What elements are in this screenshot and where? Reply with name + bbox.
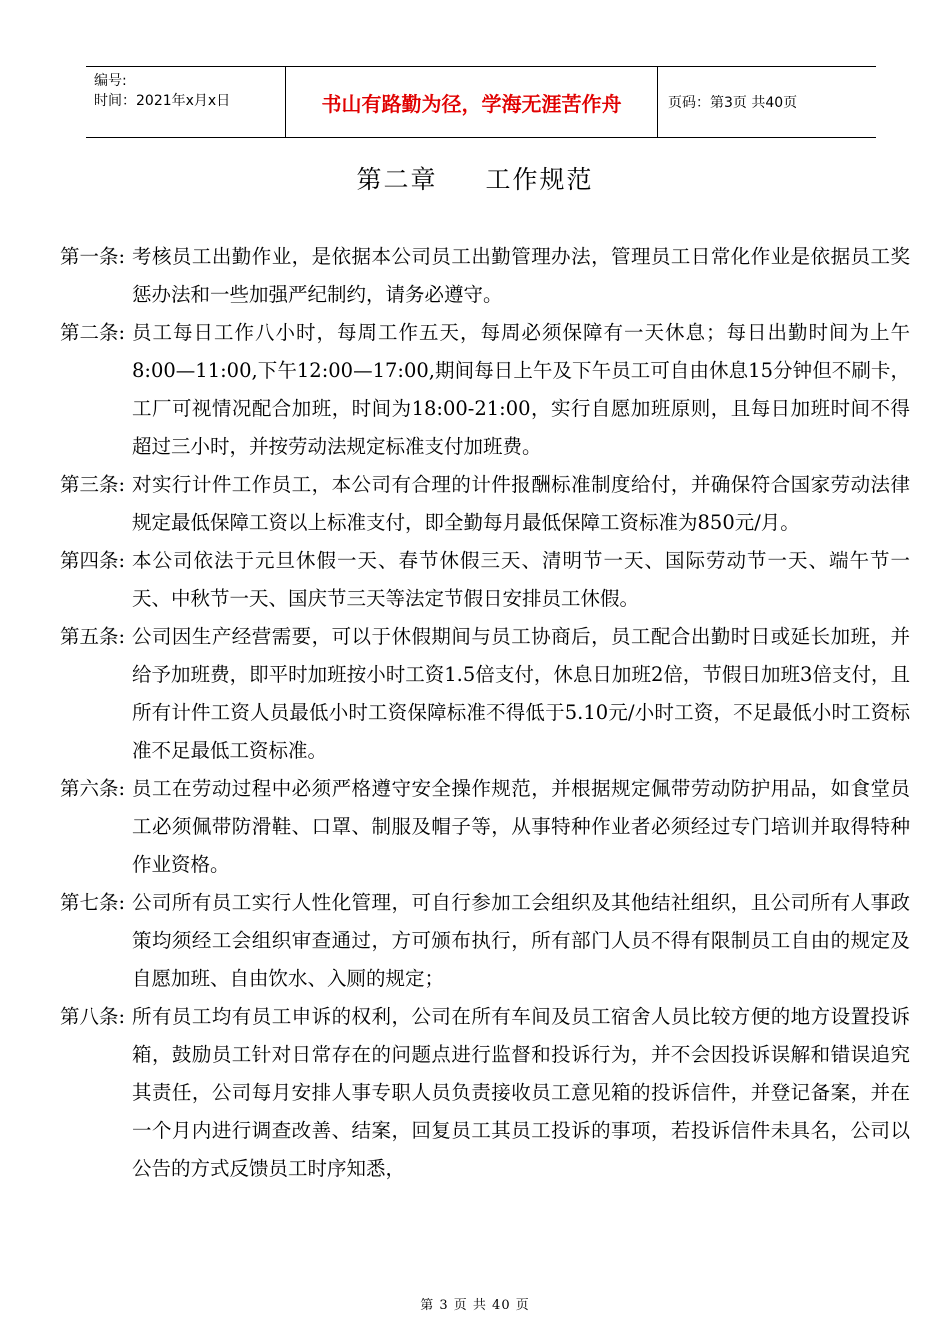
article-label: 第六条: <box>60 777 126 800</box>
article-label: 第二条: <box>60 321 126 344</box>
articles <box>60 238 910 1188</box>
article-text: 本公司依法于元旦休假一天、春节休假三天、清明节一天、国际劳动节一天、端午节一天、中秋节一天、国庆节三天等法定节假日安排员工休假。 <box>132 549 910 610</box>
article-label: 第七条: <box>60 891 126 914</box>
article-text: 所有员工均有员工申诉的权利，公司在所有车间及员工宿舍人员比较方便的地方设置投诉箱，鼓励员工针对日常存在的问题点进行监督和投诉行为，并不会因投诉误解和错误追究其责任，公司每月安排人事专职人员负责接收员工意见箱的投诉信件，并登记备案，并在一个月内进行调查改善、结案，回复员工其员工投诉的事项，若投诉信件未具名，公司以公告的方式反馈员工时序知悉， <box>132 1005 910 1180</box>
article-2 <box>60 314 910 466</box>
article-label: 第一条: <box>60 245 126 268</box>
page-header <box>86 66 876 138</box>
article-5 <box>60 618 910 770</box>
chapter-name: 工作规范 <box>485 165 594 194</box>
article-text: 对实行计件工作员工，本公司有合理的计件报酬标准制度给付，并确保符合国家劳动法律规定最低保障工资以上标准支付，即全勤每月最低保障工资标准为850元/月。 <box>132 473 910 534</box>
article-text: 公司所有员工实行人性化管理，可自行参加工会组织及其他结社组织，且公司所有人事政策均须经工会组织审查通过，方可颁布执行，所有部门人员不得有限制员工自由的规定及自愿加班、自由饮水、入厕的规定； <box>132 891 910 990</box>
chapter-number: 第二章 <box>356 165 438 194</box>
article-text: 公司因生产经营需要，可以于休假期间与员工协商后，员工配合出勤时日或延长加班，并给予加班费，即平时加班按小时工资1.5倍支付，休息日加班2倍，节假日加班3倍支付，且所有计件工资人员最低小时工资保障标准不得低于5.10元/小时工资，不足最低小时工资标准不足最低工资标准。 <box>132 625 910 762</box>
chapter-title <box>0 160 950 196</box>
article-8 <box>60 998 910 1188</box>
article-text: 员工每日工作八小时，每周工作五天，每周必须保障有一天休息；每日出勤时间为上午8:00—11:00,下午12:00—17:00,期间每日上午及下午员工可自由休息15分钟但不刷卡，工厂可视情况配合加班，时间为18:00-21:00，实行自愿加班原则，且每日加班时间不得超过三小时，并按劳动法规定标准支付加班费。 <box>132 321 910 458</box>
article-text: 员工在劳动过程中必须严格遵守安全操作规范，并根据规定佩带劳动防护用品，如食堂员工必须佩带防滑鞋、口罩、制服及帽子等，从事特种作业者必须经过专门培训并取得特种作业资格。 <box>132 777 910 876</box>
article-1 <box>60 238 910 314</box>
article-label: 第三条: <box>60 473 126 496</box>
article-label: 第五条: <box>60 625 126 648</box>
article-4 <box>60 542 910 618</box>
article-label: 第四条: <box>60 549 126 572</box>
header-page-label: 页码：第3页 共40页 <box>668 95 798 111</box>
article-6 <box>60 770 910 884</box>
page-footer: 第 3 页 共 40 页 <box>420 1298 530 1313</box>
article-text: 考核员工出勤作业，是依据本公司员工出勤管理办法，管理员工日常化作业是依据员工奖惩办法和一些加强严纪制约，请务必遵守。 <box>132 245 910 306</box>
article-3 <box>60 466 910 542</box>
article-7 <box>60 884 910 998</box>
number-label: 编号: <box>94 73 127 89</box>
header-motto: 书山有路勤为径，学海无涯苦作舟 <box>286 67 658 137</box>
time-label: 时间：2021年x月x日 <box>94 93 231 109</box>
header-meta <box>86 67 286 137</box>
article-label: 第八条: <box>60 1005 126 1028</box>
